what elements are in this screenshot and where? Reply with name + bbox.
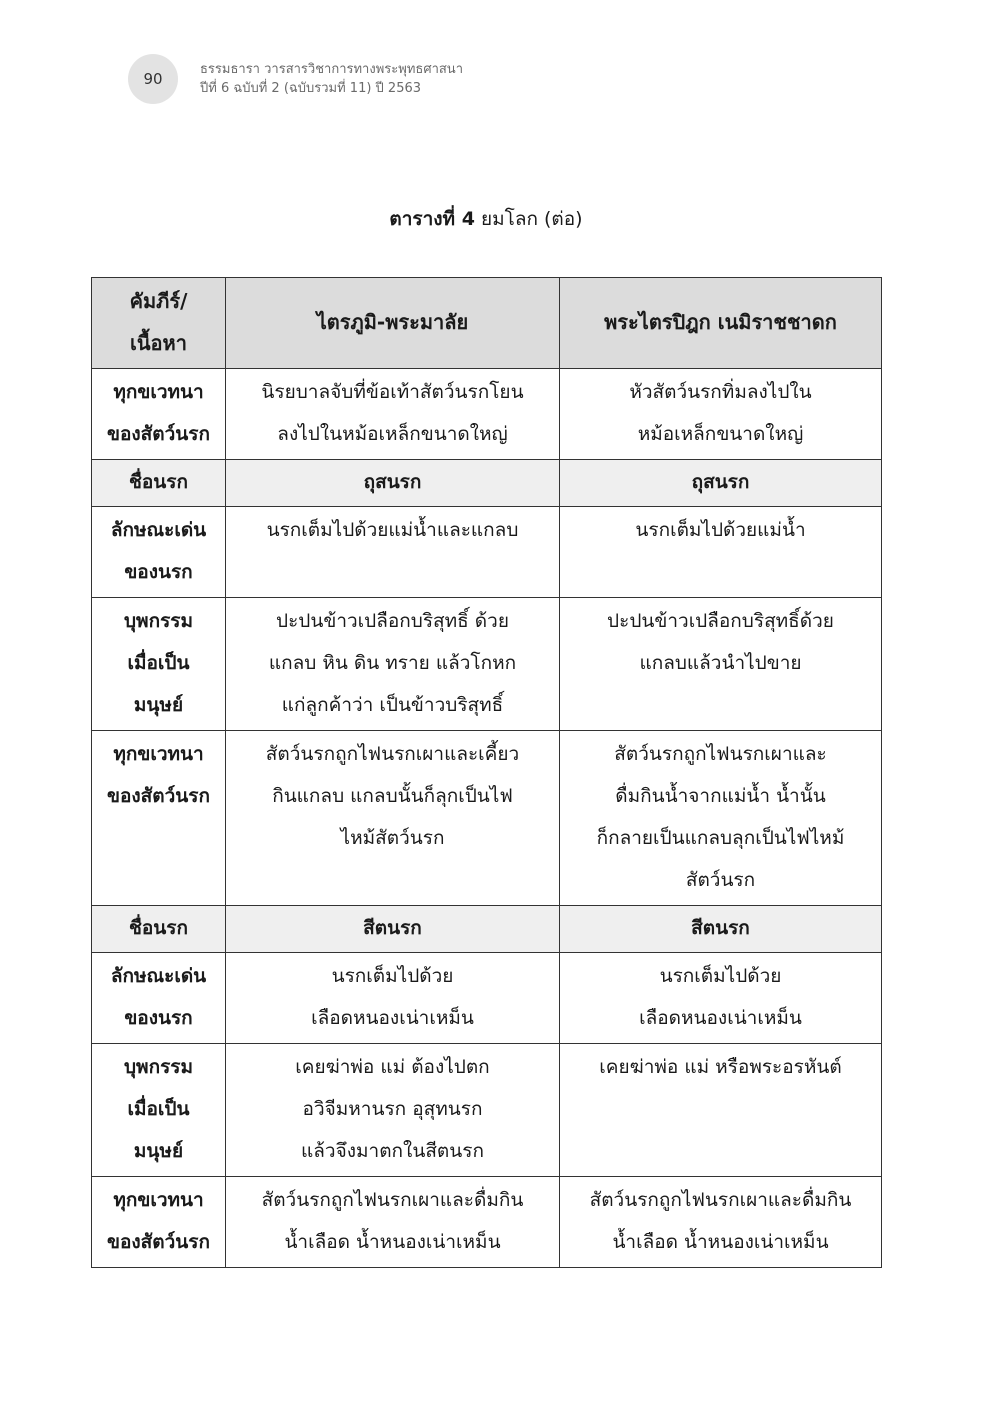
- table-row: [92, 507, 882, 598]
- table-row: [92, 731, 882, 906]
- nemiraja-cell: ปะปนข้าวเปลือกบริสุทธิ์ด้วย แกลบแล้วนำไปขาย: [560, 598, 882, 731]
- table-header-row: [92, 278, 882, 369]
- nemiraja-cell: นรกเต็มไปด้วย เลือดหนองเน่าเหม็น: [560, 953, 882, 1044]
- nemiraja-cell: สีตนรก: [560, 906, 882, 953]
- traiphum-cell: ถุสนรก: [226, 460, 560, 507]
- row-label: ลักษณะเด่น ของนรก: [92, 507, 226, 598]
- table-caption-text: ยมโลก (ต่อ): [474, 208, 583, 230]
- traiphum-cell: เคยฆ่าพ่อ แม่ ต้องไปตก อวิจีมหานรก อุสุทนรก แล้วจึงมาตกในสีตนรก: [226, 1044, 560, 1177]
- row-label: ลักษณะเด่น ของนรก: [92, 953, 226, 1044]
- table-row: [92, 1044, 882, 1177]
- journal-header: [200, 60, 463, 98]
- nemiraja-cell: ถุสนรก: [560, 460, 882, 507]
- traiphum-cell: นรกเต็มไปด้วย เลือดหนองเน่าเหม็น: [226, 953, 560, 1044]
- table-caption-label: ตารางที่ 4: [389, 208, 475, 230]
- yamaloka-table: [91, 277, 882, 1268]
- row-label: ทุกขเวทนา ของสัตว์นรก: [92, 369, 226, 460]
- page-number: 90: [143, 70, 163, 88]
- journal-title: ธรรมธารา วารสารวิชาการทางพระพุทธศาสนา: [200, 62, 463, 77]
- page-number-badge: [128, 54, 178, 104]
- traiphum-cell: ปะปนข้าวเปลือกบริสุทธิ์ ด้วย แกลบ หิน ดิน ทราย แล้วโกหก แก่ลูกค้าว่า เป็นข้าวบริสุทธิ์: [226, 598, 560, 731]
- nemiraja-cell: นรกเต็มไปด้วยแม่น้ำ: [560, 507, 882, 598]
- traiphum-cell: สัตว์นรกถูกไฟนรกเผาและดื่มกิน น้ำเลือด น้ำหนองเน่าเหม็น: [226, 1177, 560, 1268]
- table-row: [92, 1177, 882, 1268]
- table-row: [92, 598, 882, 731]
- table-row: [92, 953, 882, 1044]
- nemiraja-cell: สัตว์นรกถูกไฟนรกเผาและดื่มกิน น้ำเลือด น้ำหนองเน่าเหม็น: [560, 1177, 882, 1268]
- row-label: บุพกรรม เมื่อเป็น มนุษย์: [92, 1044, 226, 1177]
- row-label: ทุกขเวทนา ของสัตว์นรก: [92, 1177, 226, 1268]
- nemiraja-cell: หัวสัตว์นรกทิ่มลงไปใน หม้อเหล็กขนาดใหญ่: [560, 369, 882, 460]
- traiphum-cell: สัตว์นรกถูกไฟนรกเผาและเคี้ยว กินแกลบ แกลบนั้นก็ลุกเป็นไฟ ไหม้สัตว์นรก: [226, 731, 560, 906]
- journal-issue: ปีที่ 6 ฉบับที่ 2 (ฉบับรวมที่ 11) ปี 2563: [200, 81, 422, 96]
- row-label: ชื่อนรก: [92, 460, 226, 507]
- nemiraja-cell: เคยฆ่าพ่อ แม่ หรือพระอรหันต์: [560, 1044, 882, 1177]
- header-cell-traiphum: ไตรภูมิ-พระมาลัย: [226, 278, 560, 369]
- row-label: ชื่อนรก: [92, 906, 226, 953]
- row-label: ทุกขเวทนา ของสัตว์นรก: [92, 731, 226, 906]
- nemiraja-cell: สัตว์นรกถูกไฟนรกเผาและ ดื่มกินน้ำจากแม่น้ำ น้ำนั้น ก็กลายเป็นแกลบลุกเป็นไฟไหม้ สัตว์นรก: [560, 731, 882, 906]
- traiphum-cell: นรกเต็มไปด้วยแม่น้ำและแกลบ: [226, 507, 560, 598]
- traiphum-cell: นิรยบาลจับที่ข้อเท้าสัตว์นรกโยน ลงไปในหม้อเหล็กขนาดใหญ่: [226, 369, 560, 460]
- traiphum-cell: สีตนรก: [226, 906, 560, 953]
- table-row: [92, 369, 882, 460]
- hell-name-row: [92, 906, 882, 953]
- table-caption: [0, 204, 972, 234]
- header-cell-nemiraja: พระไตรปิฎก เนมิราชชาดก: [560, 278, 882, 369]
- row-label: บุพกรรม เมื่อเป็น มนุษย์: [92, 598, 226, 731]
- hell-name-row: [92, 460, 882, 507]
- header-cell-topic: คัมภีร์/ เนื้อหา: [92, 278, 226, 369]
